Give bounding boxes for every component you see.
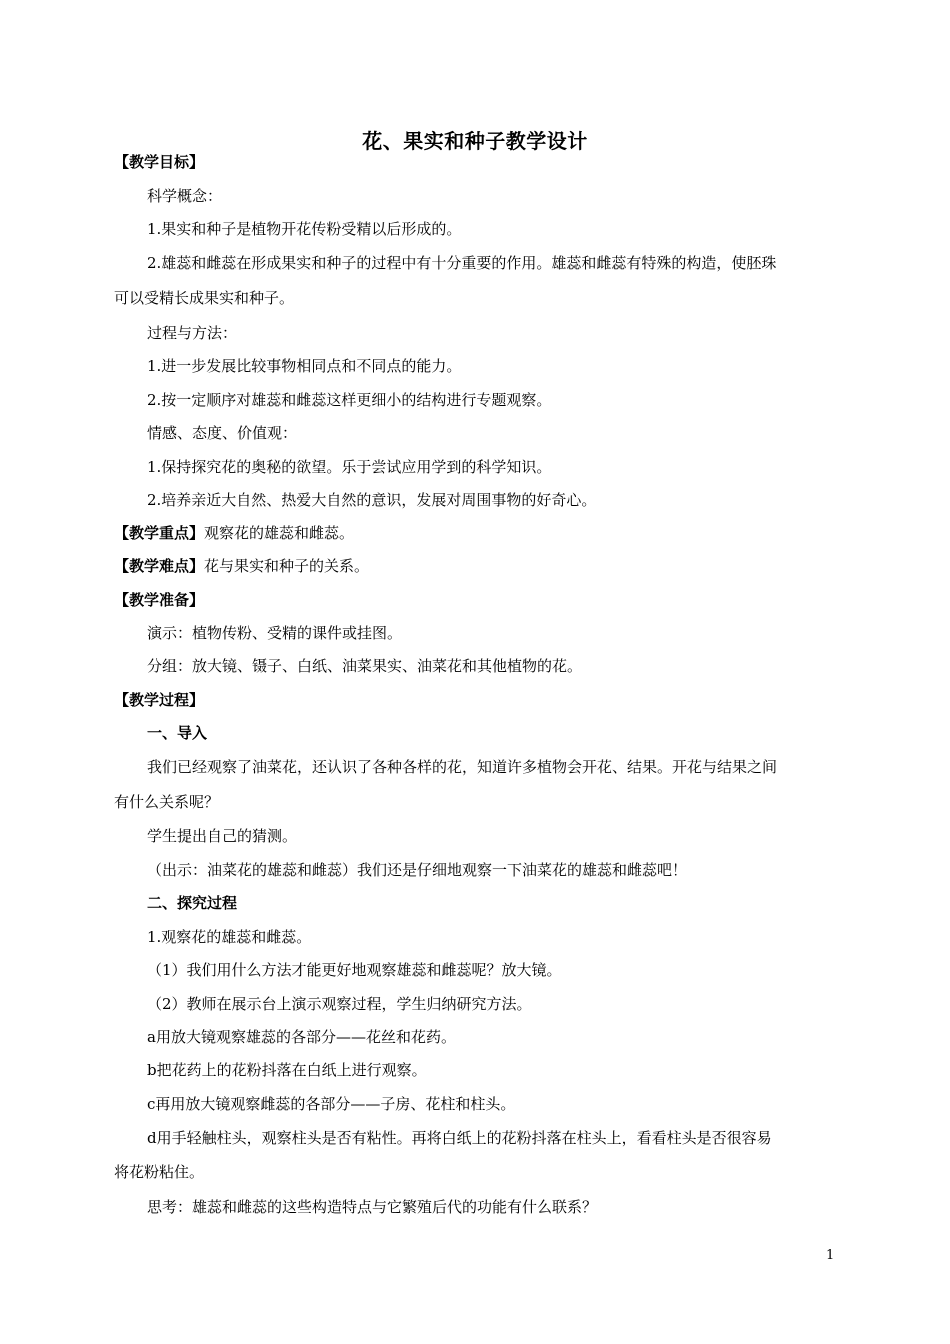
difficulty-heading: 【教学难点】 [114, 557, 205, 575]
step-a: a用放大镜观察雄蕊的各部分——花丝和花药。 [147, 1028, 456, 1046]
section1-p1-line2: 有什么关系呢？ [114, 793, 220, 811]
attitude-item-2: 2.培养亲近大自然、热爱大自然的意识，发展对周围事物的好奇心。 [147, 491, 597, 509]
step-c: c再用放大镜观察雌蕊的各部分——子房、花柱和柱头。 [147, 1095, 516, 1113]
key-point-heading: 【教学重点】 [114, 524, 205, 542]
prep-group: 分组：放大镜、镊子、白纸、油菜果实、油菜花和其他植物的花。 [147, 657, 583, 675]
concept-label: 科学概念： [147, 187, 223, 205]
section2-q1: （1）我们用什么方法才能更好地观察雄蕊和雌蕊呢？放大镜。 [147, 961, 562, 979]
prep-demo: 演示：植物传粉、受精的课件或挂图。 [147, 624, 403, 642]
difficulty-row [114, 556, 369, 576]
section2-item1: 1.观察花的雄蕊和雌蕊。 [147, 928, 312, 946]
process-item-2: 2.按一定顺序对雄蕊和雌蕊这样更细小的结构进行专题观察。 [147, 391, 552, 409]
section2-q2: （2）教师在展示台上演示观察过程，学生归纳研究方法。 [147, 995, 532, 1013]
attitude-label: 情感、态度、价值观： [147, 424, 298, 442]
concept-item-2-line2: 可以受精长成果实和种子。 [114, 289, 295, 307]
step-d-line1: d用手轻触柱头，观察柱头是否有粘性。再将白纸上的花粉抖落在柱头上，看看柱头是否很容易 [147, 1129, 772, 1147]
concept-item-1: 1.果实和种子是植物开花传粉受精以后形成的。 [147, 220, 462, 238]
key-point-row [114, 523, 354, 543]
section2-heading: 二、探究过程 [147, 894, 238, 912]
key-point-text: 观察花的雄蕊和雌蕊。 [204, 524, 355, 542]
section1-heading: 一、导入 [147, 724, 208, 742]
document-title: 花、果实和种子教学设计 [362, 129, 588, 153]
concept-item-2-line1: 2.雄蕊和雌蕊在形成果实和种子的过程中有十分重要的作用。雄蕊和雌蕊有特殊的构造，使胚珠 [147, 254, 777, 272]
procedure-heading: 【教学过程】 [114, 691, 205, 709]
attitude-item-1: 1.保持探究花的奥秘的欲望。乐于尝试应用学到的科学知识。 [147, 458, 552, 476]
process-item-1: 1.进一步发展比较事物相同点和不同点的能力。 [147, 357, 462, 375]
page-number: 1 [826, 1248, 835, 1263]
think-question: 思考：雄蕊和雌蕊的这些构造特点与它繁殖后代的功能有什么联系？ [147, 1198, 598, 1216]
process-label: 过程与方法： [147, 324, 238, 342]
step-b: b把花药上的花粉抖落在白纸上进行观察。 [147, 1061, 427, 1079]
section1-p1-line1: 我们已经观察了油菜花，还认识了各种各样的花，知道许多植物会开花、结果。开花与结果之间 [147, 758, 778, 776]
preparation-heading: 【教学准备】 [114, 591, 205, 609]
objectives-heading: 【教学目标】 [114, 153, 205, 171]
difficulty-text: 花与果实和种子的关系。 [204, 557, 370, 575]
section1-p3: （出示：油菜花的雄蕊和雌蕊）我们还是仔细地观察一下油菜花的雄蕊和雌蕊吧！ [147, 861, 688, 879]
step-d-line2: 将花粉粘住。 [114, 1163, 205, 1181]
section1-p2: 学生提出自己的猜测。 [147, 827, 298, 845]
